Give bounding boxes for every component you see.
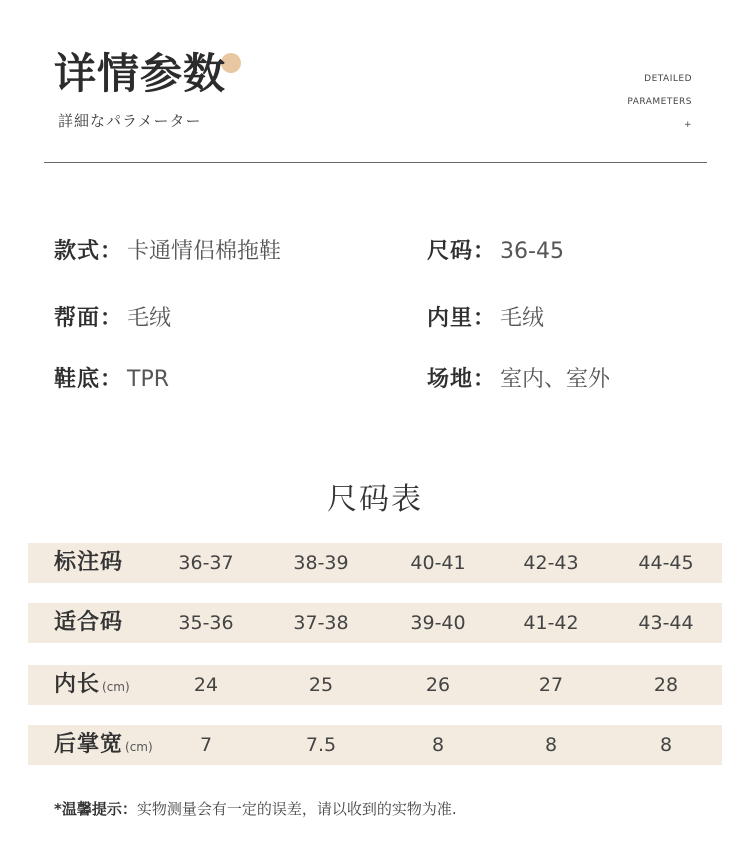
param-lining-key: 内里： <box>427 306 497 331</box>
size-row-fit <box>28 603 722 643</box>
size-cell: 8 <box>544 734 558 756</box>
param-upper-key: 帮面： <box>54 306 124 331</box>
size-row-marked <box>28 543 722 583</box>
tip-note <box>54 798 457 819</box>
size-cell: 36-37 <box>178 552 234 574</box>
size-row-unit: (cm) <box>102 680 130 694</box>
english-tag <box>627 68 692 137</box>
size-row-label-text: 后掌宽 <box>54 732 124 757</box>
header <box>0 0 750 165</box>
header-divider <box>44 162 707 163</box>
size-cell: 42-43 <box>523 552 579 574</box>
size-row-label-text: 适合码 <box>54 610 124 635</box>
param-size <box>427 234 564 265</box>
english-tag-line2: PARAMETERS <box>627 97 692 107</box>
param-sole-key: 鞋底： <box>54 367 124 392</box>
param-venue <box>427 362 610 393</box>
param-lining-value: 毛绒 <box>500 306 545 331</box>
size-cell: 38-39 <box>293 552 349 574</box>
tip-note-key: *温馨提示： <box>54 800 137 818</box>
param-sole <box>54 362 169 393</box>
size-cell: 35-36 <box>178 612 234 634</box>
param-style <box>54 234 281 265</box>
size-row-label <box>54 543 125 583</box>
size-row-label <box>54 603 125 643</box>
param-size-value: 36-45 <box>500 239 564 264</box>
english-tag-line1: DETAILED <box>644 74 692 84</box>
page-title: 详情参数 <box>54 49 227 98</box>
param-lining <box>427 301 544 332</box>
size-cell: 26 <box>425 674 451 696</box>
size-cell: 7 <box>199 734 213 756</box>
param-style-key: 款式： <box>54 239 124 264</box>
english-tag-mark: + <box>683 120 692 130</box>
size-cell: 44-45 <box>638 552 694 574</box>
param-upper-value: 毛绒 <box>127 306 172 331</box>
size-cell: 28 <box>653 674 679 696</box>
size-cell: 24 <box>193 674 219 696</box>
param-upper <box>54 301 171 332</box>
size-cell: 27 <box>538 674 564 696</box>
title-block <box>54 48 226 100</box>
size-row-inner-length <box>28 665 722 705</box>
tip-note-text: 实物测量会有一定的误差，请以收到的实物为准. <box>136 800 457 818</box>
size-cell: 37-38 <box>293 612 349 634</box>
page-subtitle: 詳細なパラメーター <box>58 112 202 130</box>
param-size-key: 尺码： <box>427 239 497 264</box>
size-cell: 8 <box>431 734 445 756</box>
size-cell: 39-40 <box>410 612 466 634</box>
size-row-label-text: 内长 <box>54 672 101 697</box>
size-row-label-text: 标注码 <box>54 550 124 575</box>
size-chart-title: 尺码表 <box>327 482 423 517</box>
size-row-heel-width <box>28 725 722 765</box>
size-cell: 8 <box>659 734 673 756</box>
param-venue-value: 室内、室外 <box>500 367 611 392</box>
size-cell: 40-41 <box>410 552 466 574</box>
size-row-unit: (cm) <box>125 740 153 754</box>
size-cell: 7.5 <box>305 734 337 756</box>
param-sole-value: TPR <box>127 367 170 392</box>
size-cell: 41-42 <box>523 612 579 634</box>
size-cell: 43-44 <box>638 612 694 634</box>
size-row-label <box>54 725 153 765</box>
param-style-value: 卡通情侣棉拖鞋 <box>127 239 282 264</box>
size-cell: 25 <box>308 674 334 696</box>
size-row-label <box>54 665 130 705</box>
param-venue-key: 场地： <box>427 367 497 392</box>
